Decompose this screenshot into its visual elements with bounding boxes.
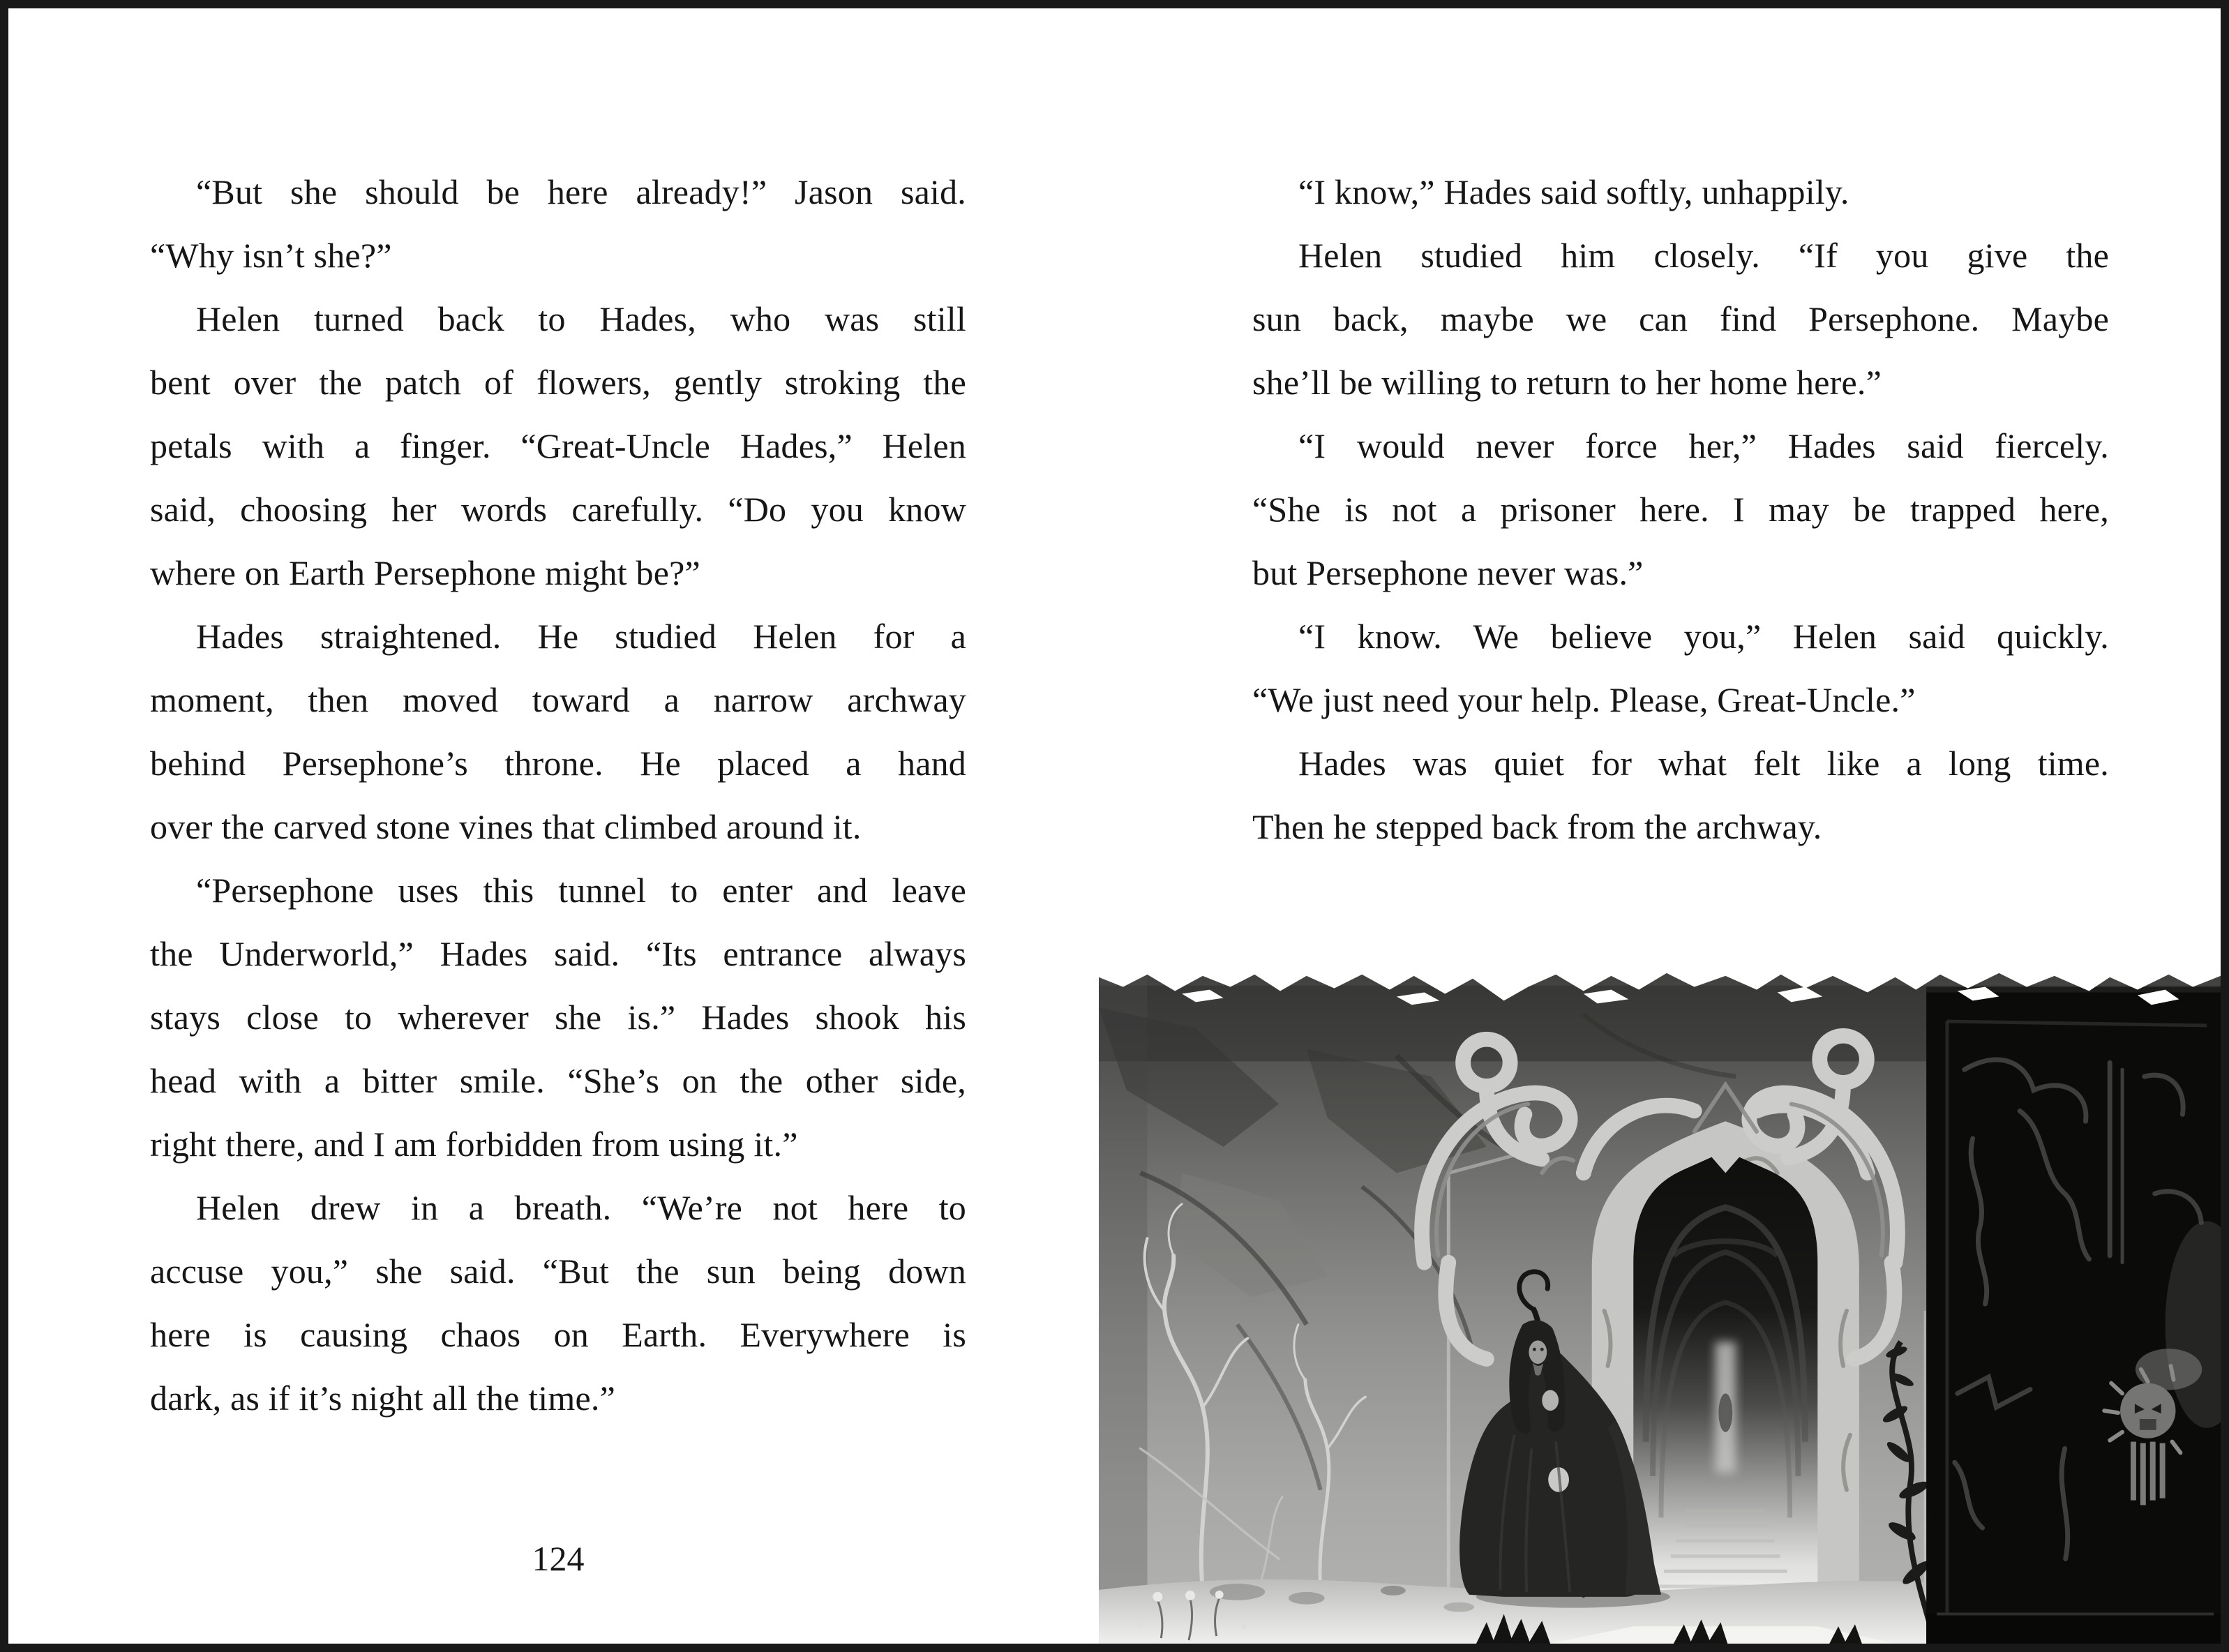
text-line: Hades was quiet for what felt like a long time. [1298, 744, 2109, 783]
page-number: 124 [532, 1539, 585, 1578]
text-line: behind Persephone’s throne. He placed a hand [150, 744, 966, 783]
text-line: right there, and I am forbidden from using it.” [150, 1125, 798, 1164]
text-line: dark, as if it’s night all the time.” [150, 1379, 615, 1418]
text-line: “I know,” Hades said softly, unhappily. [1298, 172, 1849, 211]
text-line: Hades straightened. He studied Helen for a [196, 617, 966, 656]
text-line: “Why isn’t she?” [150, 236, 392, 275]
text-line: here is causing chaos on Earth. Everywhere is [150, 1315, 966, 1354]
left-page-text-column [150, 160, 966, 1430]
text-line: where on Earth Persephone might be?” [150, 553, 700, 592]
text-line: “I know. We believe you,” Helen said quickly. [1298, 617, 2109, 656]
text-line: head with a bitter smile. “She’s on the other side, [150, 1061, 966, 1100]
text-line: bent over the patch of flowers, gently stroking the [150, 363, 966, 402]
text-line: but Persephone never was.” [1252, 553, 1644, 592]
text-line: moment, then moved toward a narrow archway [150, 680, 966, 719]
text-line: Helen drew in a breath. “We’re not here to [196, 1188, 966, 1227]
text-line: petals with a finger. “Great-Uncle Hades,” Helen [150, 426, 966, 465]
text-line: Helen studied him closely. “If you give the [1298, 236, 2109, 275]
text-line: accuse you,” she said. “But the sun being down [150, 1252, 966, 1291]
text-line: said, choosing her words carefully. “Do you know [150, 490, 966, 529]
right-page-text-column [1252, 160, 2109, 859]
text-line: “We just need your help. Please, Great-Uncle.” [1252, 680, 1916, 719]
underworld-archway-illustration [1099, 966, 2221, 1644]
text-line: Helen turned back to Hades, who was still [196, 299, 966, 338]
dark-door [1926, 987, 2221, 1644]
text-line: “I would never force her,” Hades said fiercely. [1298, 426, 2109, 465]
text-line: stays close to wherever she is.” Hades shook his [150, 998, 966, 1037]
text-line: she’ll be willing to return to her home here.” [1252, 363, 1882, 402]
text-line: “But she should be here already!” Jason said. [196, 172, 966, 211]
text-line: “She is not a prisoner here. I may be trapped here, [1252, 490, 2109, 529]
text-line: the Underworld,” Hades said. “Its entrance always [150, 934, 966, 973]
text-line: Then he stepped back from the archway. [1252, 807, 1822, 846]
text-line: over the carved stone vines that climbed around it. [150, 807, 862, 846]
text-line: sun back, maybe we can find Persephone. Maybe [1252, 299, 2109, 338]
text-line: “Persephone uses this tunnel to enter and leave [196, 871, 966, 910]
